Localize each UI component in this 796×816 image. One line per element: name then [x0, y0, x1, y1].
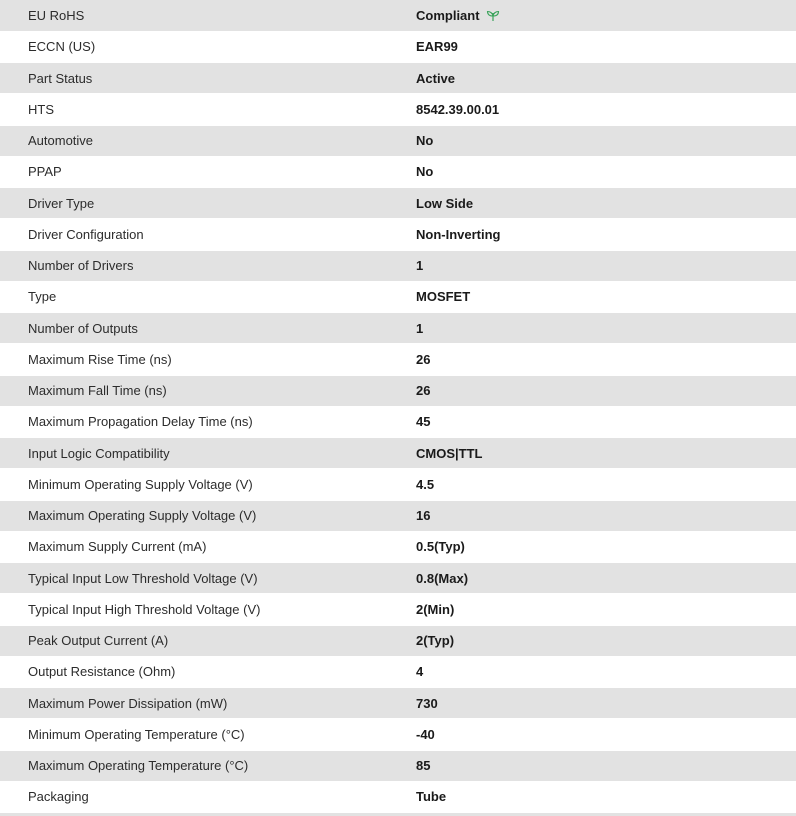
spec-value: MOSFET [388, 281, 796, 312]
spec-value: No [388, 156, 796, 187]
spec-row-max-operating-temperature [0, 750, 796, 781]
spec-label: Input Logic Compatibility [0, 438, 388, 469]
spec-row-input-high-threshold [0, 594, 796, 625]
spec-label: Number of Outputs [0, 313, 388, 344]
spec-label: Type [0, 281, 388, 312]
spec-row-max-supply-voltage [0, 500, 796, 531]
spec-label: Part Status [0, 63, 388, 94]
spec-row-max-propagation-delay [0, 406, 796, 437]
spec-row-max-power-dissipation [0, 688, 796, 719]
spec-label: ECCN (US) [0, 31, 388, 62]
spec-row-peak-output-current [0, 625, 796, 656]
spec-value: -40 [388, 719, 796, 750]
spec-value: 2(Typ) [388, 625, 796, 656]
spec-value: 16 [388, 500, 796, 531]
spec-row-max-supply-current [0, 531, 796, 562]
spec-value: EAR99 [388, 31, 796, 62]
spec-label: EU RoHS [0, 0, 388, 31]
spec-row-output-resistance [0, 656, 796, 687]
spec-label: Maximum Operating Temperature (°C) [0, 750, 388, 781]
spec-value: 730 [388, 688, 796, 719]
spec-value: 1 [388, 313, 796, 344]
spec-value: 2(Min) [388, 594, 796, 625]
spec-label: Packaging [0, 781, 388, 812]
spec-value-text: Compliant [416, 7, 480, 23]
spec-label: Automotive [0, 125, 388, 156]
spec-label: Maximum Fall Time (ns) [0, 375, 388, 406]
spec-row-input-logic-compatibility [0, 438, 796, 469]
spec-value: Active [388, 63, 796, 94]
spec-value: Non-Inverting [388, 219, 796, 250]
spec-row-eu-rohs [0, 0, 796, 31]
spec-label: HTS [0, 94, 388, 125]
spec-label: Minimum Operating Temperature (°C) [0, 719, 388, 750]
spec-label: Minimum Operating Supply Voltage (V) [0, 469, 388, 500]
spec-value: 85 [388, 750, 796, 781]
spec-row-automotive [0, 125, 796, 156]
spec-value: Tube [388, 781, 796, 812]
spec-value: Low Side [388, 188, 796, 219]
spec-label: Maximum Propagation Delay Time (ns) [0, 406, 388, 437]
spec-row-hts [0, 94, 796, 125]
spec-label: Typical Input High Threshold Voltage (V) [0, 594, 388, 625]
spec-row-eccn [0, 31, 796, 62]
spec-row-type [0, 281, 796, 312]
spec-value [388, 0, 796, 31]
spec-value: 0.8(Max) [388, 563, 796, 594]
spec-label: Output Resistance (Ohm) [0, 656, 388, 687]
spec-label: Typical Input Low Threshold Voltage (V) [0, 563, 388, 594]
spec-row-min-supply-voltage [0, 469, 796, 500]
spec-label: Driver Configuration [0, 219, 388, 250]
spec-value: 45 [388, 406, 796, 437]
spec-row-number-of-drivers [0, 250, 796, 281]
spec-row-ppap [0, 156, 796, 187]
spec-value: 8542.39.00.01 [388, 94, 796, 125]
spec-label: Driver Type [0, 188, 388, 219]
spec-row-input-low-threshold [0, 563, 796, 594]
spec-label: Maximum Rise Time (ns) [0, 344, 388, 375]
spec-value: 4 [388, 656, 796, 687]
spec-value: 26 [388, 344, 796, 375]
spec-row-driver-type [0, 188, 796, 219]
spec-value: No [388, 125, 796, 156]
spec-value: 26 [388, 375, 796, 406]
spec-row-packaging [0, 781, 796, 812]
spec-row-driver-configuration [0, 219, 796, 250]
spec-value: 0.5(Typ) [388, 531, 796, 562]
spec-label: Peak Output Current (A) [0, 625, 388, 656]
spec-label: Number of Drivers [0, 250, 388, 281]
spec-label: Maximum Power Dissipation (mW) [0, 688, 388, 719]
spec-label: Maximum Operating Supply Voltage (V) [0, 500, 388, 531]
spec-row-min-operating-temperature [0, 719, 796, 750]
spec-value: 4.5 [388, 469, 796, 500]
spec-label: PPAP [0, 156, 388, 187]
leaf-icon [486, 10, 500, 22]
spec-row-number-of-outputs [0, 313, 796, 344]
spec-label: Maximum Supply Current (mA) [0, 531, 388, 562]
spec-value: CMOS|TTL [388, 438, 796, 469]
spec-row-max-fall-time [0, 375, 796, 406]
spec-value: 1 [388, 250, 796, 281]
spec-row-part-status [0, 63, 796, 94]
spec-row-max-rise-time [0, 344, 796, 375]
